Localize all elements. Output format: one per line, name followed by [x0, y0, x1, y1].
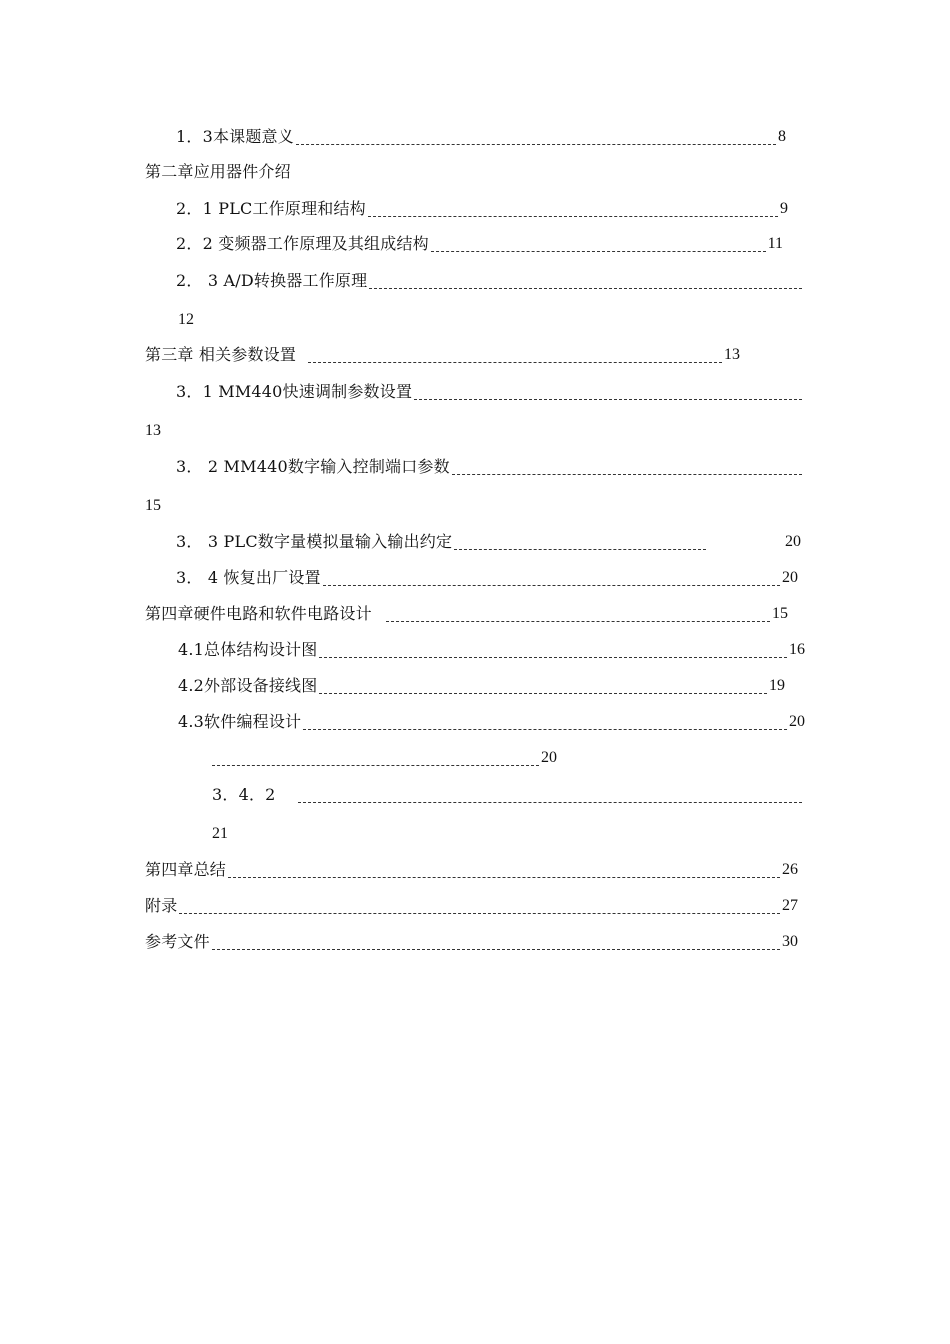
- toc-chapter-4[interactable]: [145, 602, 788, 626]
- toc-page-number: 12: [178, 311, 194, 328]
- toc-page-number: 19: [769, 677, 785, 694]
- toc-entry-label: 3． 2 MM440数字输入控制端口参数: [176, 457, 450, 476]
- toc-leader: [452, 474, 802, 475]
- toc-page-number: 20: [789, 713, 805, 730]
- toc-entry-label: 3．1 MM440快速调制参数设置: [176, 382, 413, 401]
- toc-leader: [212, 765, 539, 766]
- toc-entry-4-2[interactable]: [178, 674, 785, 698]
- toc-entry-label: 第二章应用器件介绍: [145, 162, 291, 181]
- toc-leader: [308, 362, 722, 363]
- toc-page-number: 26: [782, 861, 798, 878]
- toc-chapter-2[interactable]: [145, 160, 291, 184]
- toc-entry-label: 2．1 PLC工作原理和结构: [176, 199, 366, 218]
- toc-entry-label: 3．4．2: [212, 785, 276, 804]
- toc-entry-3-4-2[interactable]: [212, 783, 804, 807]
- toc-entry-2-2[interactable]: [176, 232, 783, 256]
- toc-page-number: 20: [782, 569, 798, 586]
- toc-entry-label: 4.2外部设备接线图: [178, 676, 318, 695]
- toc-appendix[interactable]: [145, 894, 798, 918]
- toc-entry-label: 第四章硬件电路和软件电路设计: [145, 604, 372, 623]
- toc-entry-3-4[interactable]: [176, 566, 798, 590]
- toc-page-number: 20: [541, 749, 557, 766]
- toc-leader: [431, 251, 766, 252]
- toc-page-number: 15: [145, 497, 161, 514]
- toc-page-number: 8: [778, 128, 786, 145]
- toc-entry-2-1[interactable]: [176, 197, 788, 221]
- toc-references[interactable]: [145, 930, 798, 954]
- toc-entry-3-1[interactable]: [176, 380, 804, 404]
- toc-leader: [303, 729, 787, 730]
- toc-page-number: 15: [772, 605, 788, 622]
- toc-entry-label: 3． 3 PLC数字量模拟量输入输出约定: [176, 532, 453, 551]
- toc-leader: [414, 399, 802, 400]
- toc-leader: [228, 877, 780, 878]
- toc-entry-4-3[interactable]: [178, 710, 805, 734]
- toc-page-number: 11: [767, 235, 783, 252]
- toc-entry-label: 1．3本课题意义: [176, 127, 294, 146]
- toc-page-number: 20: [785, 533, 801, 550]
- toc-leader: [212, 949, 780, 950]
- toc-leader: [298, 802, 802, 803]
- toc-leader: [454, 549, 706, 550]
- toc-page-number: 13: [145, 422, 161, 439]
- toc-leader: [319, 657, 787, 658]
- toc-entry-label: 4.1总体结构设计图: [178, 640, 318, 659]
- toc-entry-label: 第三章 相关参数设置: [145, 345, 297, 364]
- toc-entry-label: 3． 4 恢复出厂设置: [176, 568, 321, 587]
- toc-page-number: 13: [724, 346, 740, 363]
- toc-page-number: 16: [789, 641, 805, 658]
- toc-page-number: 30: [782, 933, 798, 950]
- toc-entry-label: 第四章总结: [145, 860, 227, 879]
- toc-entry-3-3[interactable]: [176, 530, 801, 554]
- toc-entry-label: 参考文件: [145, 932, 210, 951]
- toc-page-number: 27: [782, 897, 798, 914]
- toc-leader: [386, 621, 770, 622]
- toc-leader: [296, 144, 776, 145]
- toc-entry-label: 附录: [145, 896, 178, 915]
- toc-leader: [179, 913, 780, 914]
- toc-entry-2-3[interactable]: [176, 269, 804, 293]
- toc-entry-3-2[interactable]: [176, 455, 804, 479]
- toc-leader: [369, 288, 802, 289]
- toc-entry-label: 2． 3 A/D转换器工作原理: [176, 271, 368, 290]
- toc-chapter-4-summary[interactable]: [145, 858, 798, 882]
- toc-page-number: 21: [212, 825, 228, 842]
- toc-entry-label: 4.3软件编程设计: [178, 712, 302, 731]
- toc-leader: [319, 693, 767, 694]
- toc-leader: [368, 216, 778, 217]
- toc-page-number: 9: [780, 200, 788, 217]
- toc-entry-4-1[interactable]: [178, 638, 805, 662]
- toc-leader: [323, 585, 780, 586]
- toc-entry-label: 2．2 变频器工作原理及其组成结构: [176, 234, 429, 253]
- toc-entry-1-3[interactable]: [176, 125, 786, 149]
- toc-chapter-3[interactable]: [145, 343, 740, 367]
- toc-entry-unlabeled[interactable]: [212, 746, 557, 770]
